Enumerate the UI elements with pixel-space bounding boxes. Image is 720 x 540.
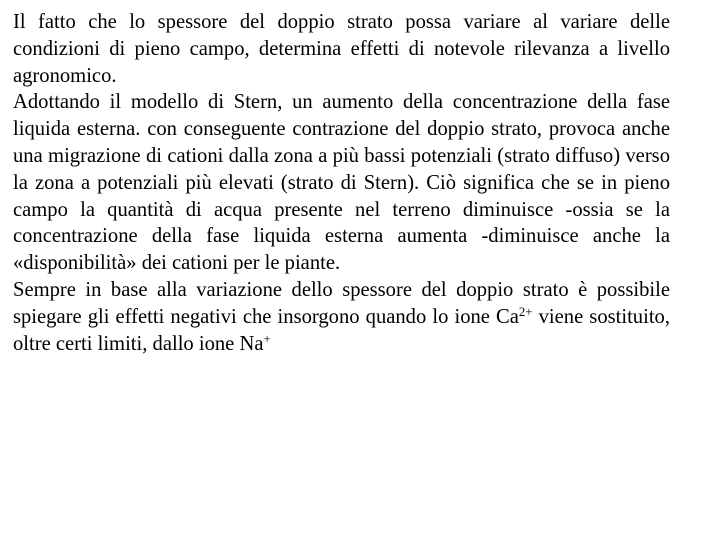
sodium-ion-charge: + <box>263 331 271 346</box>
paragraph-2: Adottando il modello di Stern, un aumento della concentrazione della fase liquida esterna. con conseguente contrazione del doppio strato, provoca anche una migrazione di cationi dalla zona a più bassi potenziali (strato diffuso) verso la zona a potenziali più elevati (strato di Stern). Ciò significa che se in pieno campo la quantità di acqua presente nel terreno diminuisce -ossia se la concentrazione della fase liquida esterna aumenta -diminuisce anche la «disponibilità» dei cationi per le piante. <box>13 91 670 275</box>
paragraph-3 <box>13 277 670 357</box>
paragraph-3-text-middle: viene sostituito, oltre certi limiti, dallo ione Na <box>13 305 670 355</box>
calcium-ion-charge: 2+ <box>518 304 533 319</box>
paragraph-1: Il fatto che lo spessore del doppio strato possa variare al variare delle condizioni di pieno campo, determina effetti di notevole rilevanza a livello agronomico. <box>13 11 670 87</box>
body-text <box>13 9 670 357</box>
paragraph-3-text-before: Sempre in base alla variazione dello spessore del doppio strato è possibile spiegare gli effetti negativi che insorgono quando lo ione Ca <box>13 278 670 328</box>
